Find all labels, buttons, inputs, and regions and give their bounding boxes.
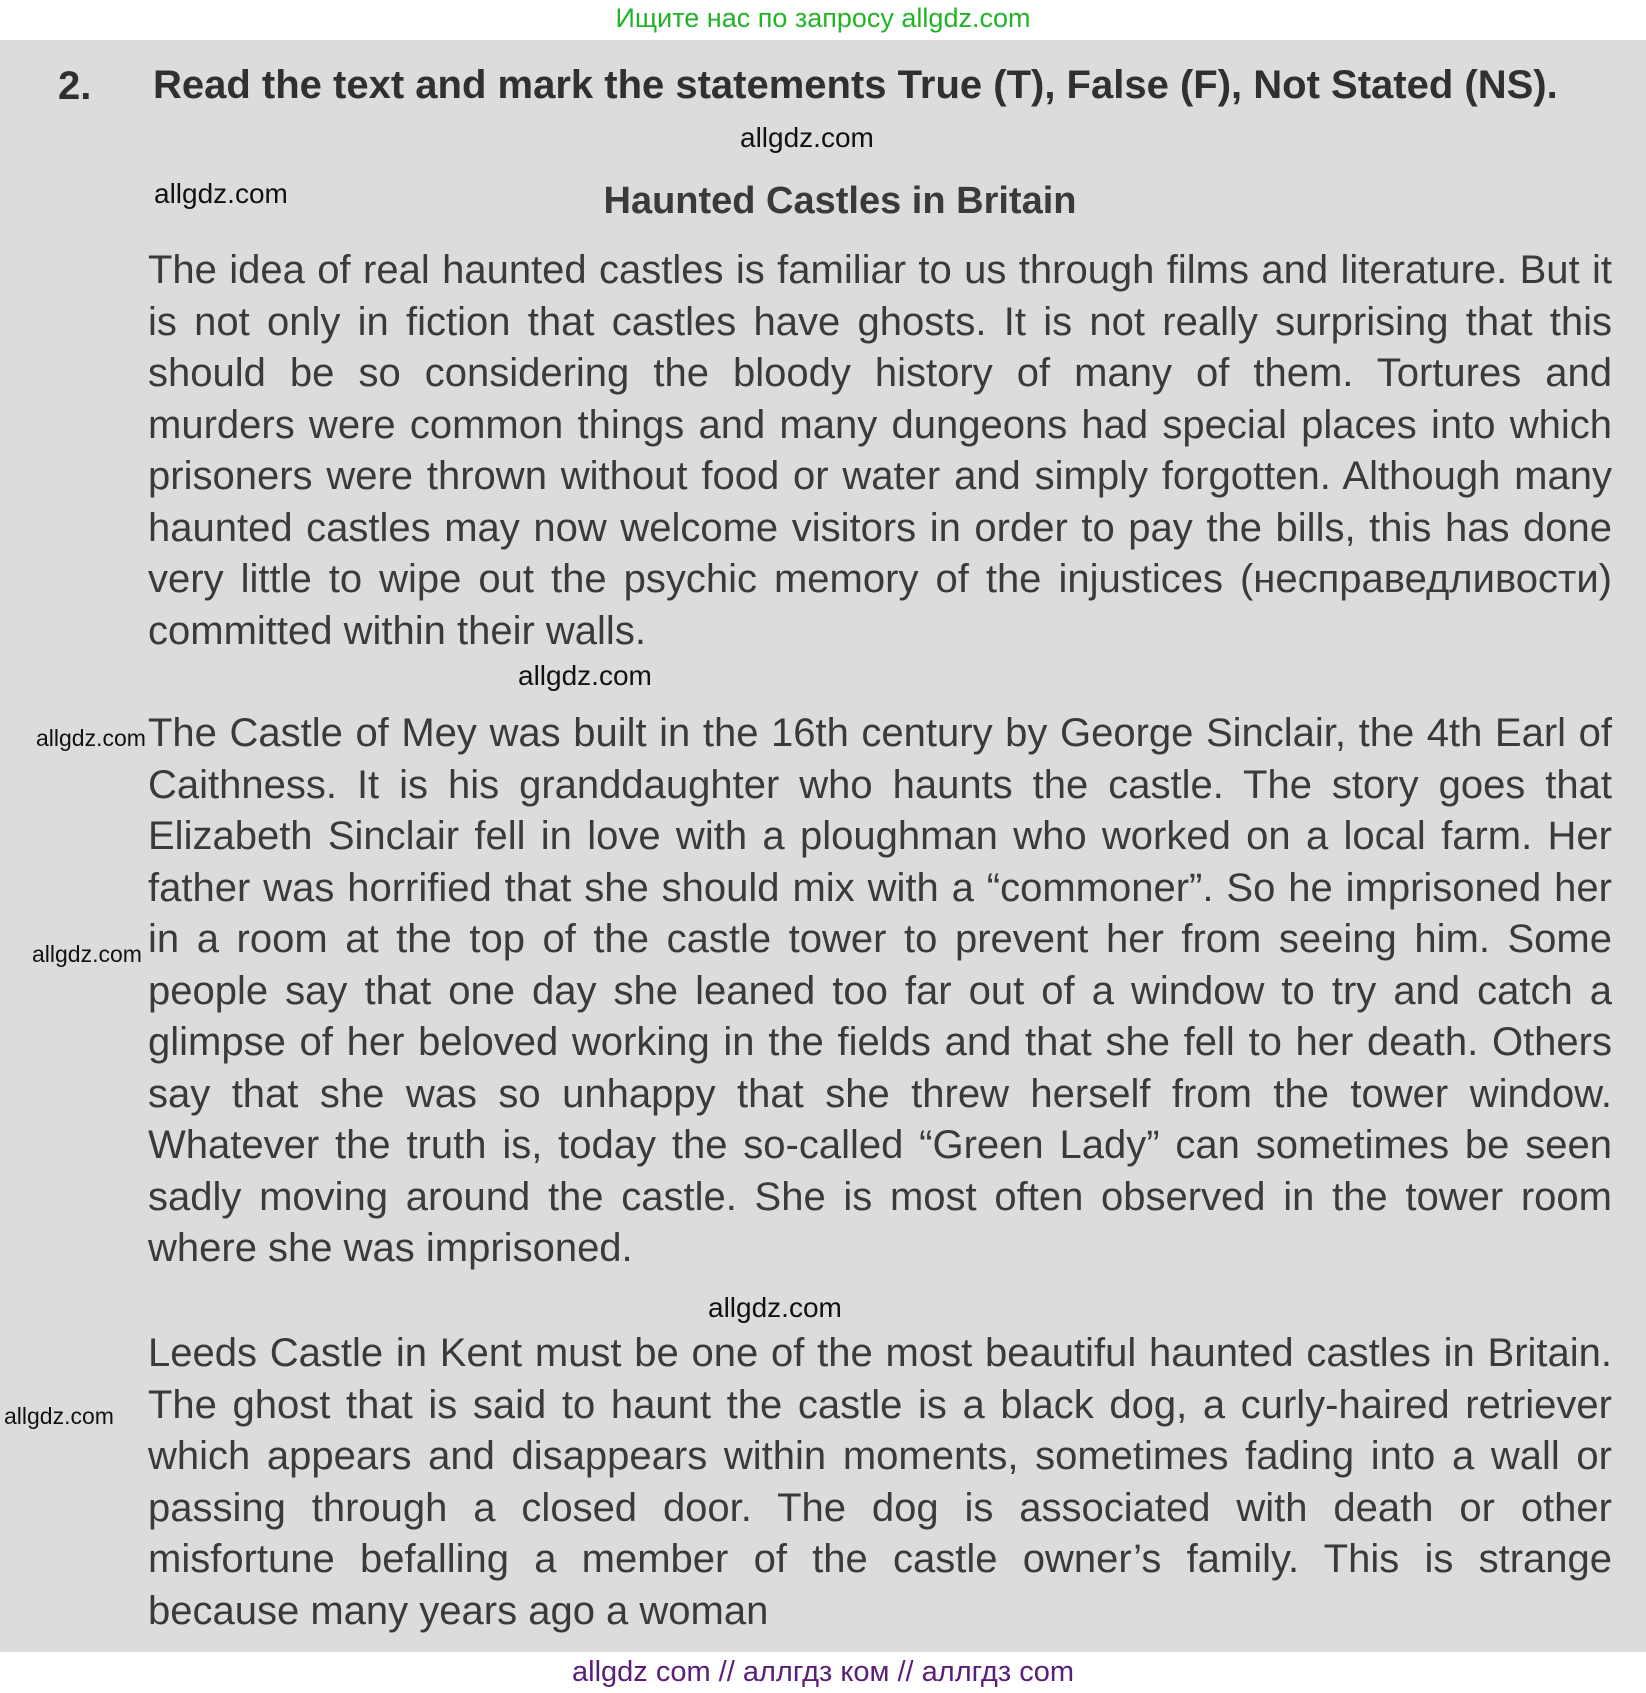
exercise-instruction: Read the text and mark the statements True (T), False (F), Not Stated (NS).: [153, 63, 1558, 107]
watermark: allgdz.com: [740, 122, 874, 153]
watermark: allgdz.com: [154, 178, 288, 209]
watermark: allgdz.com: [518, 660, 652, 691]
watermark: allgdz.com: [36, 725, 146, 751]
bottom-banner: allgdz com // аллгдз ком // аллгдз com: [0, 1652, 1646, 1693]
textbook-page: [0, 40, 1646, 1652]
watermark: allgdz.com: [708, 1292, 842, 1323]
paragraph-intro: The idea of real haunted castles is familiar to us through films and literature. But it is not only in fiction that castles have ghosts. It is not really surprising that this should be so considering the bloody history of many of them. Tortures and murders were common things and many dungeons had special places into which prisoners were thrown without food or water and simply forgotten. Although many haunted castles may now welcome visitors in order to pay the bills, this has done very little to wipe out the psychic memory of the injustices (несправедливости) committed within their walls.: [148, 248, 1612, 653]
watermark: allgdz.com: [4, 1403, 114, 1429]
paragraph-castle-of-mey: The Castle of Mey was built in the 16th century by George Sinclair, the 4th Earl of Caithness. It is his granddaughter who haunts the castle. The story goes that Elizabeth Sinclair fell in love with a ploughman who worked on a local farm. Her father was horrified that she should mix with a “commoner”. So he imprisoned her in a room at the top of the castle tower to prevent her from seeing him. Some people say that one day she leaned too far out of a window to try and catch a glimpse of her beloved working in the fields and that she fell to her death. Others say that she was so unhappy that she threw herself from the tower window. Whatever the truth is, today the so-called “Green Lady” can sometimes be seen sadly moving around the castle. She is most often observed in the tower room where she was imprisoned.: [148, 711, 1612, 1270]
paragraph-leeds-castle: Leeds Castle in Kent must be one of the most beautiful haunted castles in Britain. The ghost that is said to haunt the castle is a black dog, a curly-haired retriever which appears and disappears within moments, sometimes fading into a wall or passing through a closed door. The dog is associated with death or other misfortune befalling a member of the castle owner’s family. This is strange because many years ago a woman: [148, 1331, 1612, 1633]
exercise-number: 2.: [58, 64, 92, 108]
text-title: Haunted Castles in Britain: [603, 180, 1077, 222]
watermark: allgdz.com: [32, 941, 142, 967]
top-banner: Ищите нас по запросу allgdz.com: [0, 0, 1646, 40]
